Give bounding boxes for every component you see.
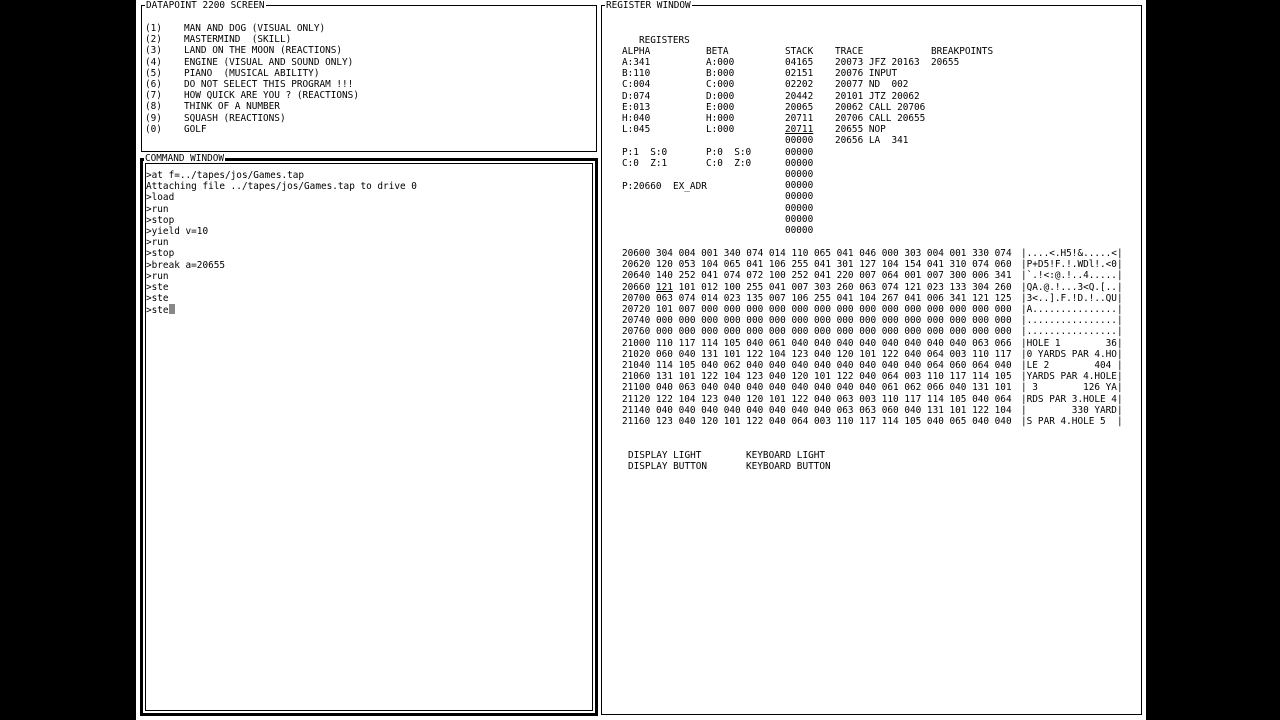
memory-bytes: 120 053 104 065 041 106 255 041 301 127 104 154 041 310 074 060 bbox=[656, 259, 1012, 271]
command-line: >run bbox=[146, 203, 169, 215]
beta-header: BETA bbox=[706, 46, 729, 57]
trace-entry: 20101 JTZ 20062 bbox=[835, 90, 920, 102]
menu-item-name: GOLF bbox=[184, 123, 207, 135]
memory-bytes: 114 105 040 062 040 040 040 040 040 040 040 040 064 060 064 040 bbox=[656, 360, 1012, 371]
memory-ascii: |................| bbox=[1021, 315, 1123, 327]
menu-item-number: (9) bbox=[145, 112, 162, 124]
menu-item-number: (8) bbox=[145, 101, 162, 113]
menu-item-number: (7) bbox=[145, 90, 162, 102]
memory-ascii: |3<..].F.!D.!..QU| bbox=[1021, 292, 1123, 304]
alpha-register: B:110 bbox=[622, 68, 651, 80]
memory-ascii: | 3 126 YA| bbox=[1021, 382, 1123, 394]
memory-ascii: | 330 YARD| bbox=[1021, 404, 1123, 416]
stack-header: STACK bbox=[785, 46, 814, 57]
command-line: >stop bbox=[146, 214, 175, 226]
stack-entry: 00000 bbox=[785, 169, 814, 180]
stack-entry: 20711 bbox=[785, 113, 814, 124]
memory-ascii: |YARDS PAR 4.HOLE| bbox=[1021, 371, 1123, 383]
beta-register: L:000 bbox=[706, 124, 735, 136]
memory-address: 20660 bbox=[622, 281, 651, 293]
alpha-register: L:045 bbox=[622, 124, 651, 136]
menu-item-name: SQUASH (REACTIONS) bbox=[184, 112, 286, 124]
beta-register: A:000 bbox=[706, 57, 735, 68]
trace-entry: 20076 INPUT bbox=[835, 68, 898, 80]
breakpoints-header: BREAKPOINTS bbox=[931, 46, 994, 57]
memory-ascii: |QA.@.!...3<Q.[..| bbox=[1021, 281, 1123, 293]
breakpoint-entry: 20655 bbox=[931, 57, 960, 68]
memory-bytes: 000 000 000 000 000 000 000 000 000 000 000 000 000 000 000 000 bbox=[656, 315, 1012, 327]
menu-item-name: PIANO (MUSICAL ABILITY) bbox=[184, 67, 320, 79]
command-line: >run bbox=[146, 237, 169, 249]
memory-address: 20620 bbox=[622, 259, 651, 271]
memory-ascii: |....<.H5!&.....<| bbox=[1021, 248, 1123, 259]
trace-entry: 20077 ND 002 bbox=[835, 79, 909, 91]
stack-entry: 00000 bbox=[785, 146, 814, 158]
stack-entry: 02202 bbox=[785, 79, 814, 91]
menu-item-number: (1) bbox=[145, 23, 162, 34]
beta-flags: P:0 S:0 bbox=[706, 147, 752, 158]
alpha-register: A:341 bbox=[622, 57, 651, 68]
command-line: >ste bbox=[146, 282, 169, 293]
program-counter: P:20660 bbox=[622, 181, 662, 192]
command-line: >yield v=10 bbox=[146, 226, 209, 237]
memory-bytes: 123 040 120 101 122 040 064 003 110 117 114 105 040 065 040 040 bbox=[656, 416, 1012, 427]
menu-item-name: MASTERMIND (SKILL) bbox=[184, 34, 292, 46]
trace-entry: 20062 CALL 20706 bbox=[835, 101, 926, 113]
stack-entry: 00000 bbox=[785, 202, 814, 214]
memory-ascii: |`.!<:@.!..4.....| bbox=[1021, 270, 1123, 282]
beta-register: E:000 bbox=[706, 101, 735, 113]
memory-address: 21060 bbox=[622, 371, 651, 383]
memory-address: 20700 bbox=[622, 292, 651, 304]
memory-address: 21120 bbox=[622, 393, 651, 405]
trace-entry: 20656 LA 341 bbox=[835, 135, 909, 147]
trace-entry: 20706 CALL 20655 bbox=[835, 113, 926, 124]
memory-address: 20640 bbox=[622, 270, 651, 282]
stack-entry: 00000 bbox=[785, 180, 814, 192]
memory-ascii: |0 YARDS PAR 4.HO| bbox=[1021, 348, 1123, 360]
memory-ascii: |................| bbox=[1021, 326, 1123, 338]
memory-address: 21040 bbox=[622, 360, 651, 371]
alpha-register: E:013 bbox=[622, 101, 651, 113]
memory-bytes: 101 007 000 000 000 000 000 000 000 000 000 000 000 000 000 000 bbox=[656, 304, 1012, 315]
alpha-flags: C:0 Z:1 bbox=[622, 158, 668, 170]
stack-entry: 20442 bbox=[785, 90, 814, 102]
memory-bytes: 131 101 122 104 123 040 120 101 122 040 064 003 110 117 114 105 bbox=[656, 371, 1012, 383]
beta-register: H:000 bbox=[706, 113, 735, 124]
command-line: >break a=20655 bbox=[146, 259, 226, 271]
menu-item-name: MAN AND DOG (VISUAL ONLY) bbox=[184, 23, 326, 34]
alpha-register: C:004 bbox=[622, 79, 651, 91]
command-input-text[interactable]: >ste bbox=[146, 305, 169, 317]
memory-bytes: 121 101 012 100 255 041 007 303 260 063 074 121 023 133 304 260 bbox=[656, 281, 1012, 293]
alpha-header: ALPHA bbox=[622, 46, 651, 57]
command-line: >at f=../tapes/jos/Games.tap bbox=[146, 170, 305, 181]
memory-address: 21140 bbox=[622, 404, 651, 416]
text-cursor bbox=[169, 304, 175, 314]
menu-item-number: (5) bbox=[145, 67, 162, 79]
stack-entry: 00000 bbox=[785, 157, 814, 169]
memory-bytes: 304 004 001 340 074 014 110 065 041 046 000 303 004 001 330 074 bbox=[656, 248, 1012, 259]
memory-bytes: 110 117 114 105 040 061 040 040 040 040 040 040 040 040 063 066 bbox=[656, 337, 1012, 349]
window-title: DATAPOINT 2200 SCREEN bbox=[146, 0, 265, 11]
alpha-register: H:040 bbox=[622, 113, 651, 124]
beta-register: C:000 bbox=[706, 79, 735, 91]
memory-bytes: 000 000 000 000 000 000 000 000 000 000 000 000 000 000 000 000 bbox=[656, 326, 1012, 338]
memory-ascii: |LE 2 404 | bbox=[1021, 360, 1123, 371]
memory-address: 21100 bbox=[622, 382, 651, 394]
menu-item-number: (4) bbox=[145, 56, 162, 68]
emulator-screen bbox=[136, 0, 1146, 720]
beta-flags: C:0 Z:0 bbox=[706, 158, 752, 170]
alpha-register: D:074 bbox=[622, 90, 651, 102]
current-byte: 121 bbox=[656, 281, 673, 293]
register-window bbox=[601, 0, 1142, 715]
menu-item-number: (2) bbox=[145, 34, 162, 46]
memory-address: 20720 bbox=[622, 304, 651, 315]
stack-entry: 20711 bbox=[785, 124, 814, 136]
beta-register: B:000 bbox=[706, 68, 735, 80]
memory-ascii: |P+D5!F.!.WDl!.<0| bbox=[1021, 259, 1123, 271]
memory-address: 20740 bbox=[622, 315, 651, 327]
command-line: Attaching file ../tapes/jos/Games.tap to drive 0 bbox=[146, 181, 417, 193]
memory-address: 20600 bbox=[622, 248, 651, 259]
keyboard-light: KEYBOARD LIGHT bbox=[746, 450, 826, 461]
memory-ascii: |A...............| bbox=[1021, 304, 1123, 315]
display-button[interactable]: DISPLAY BUTTON bbox=[628, 461, 708, 472]
window-title: REGISTER WINDOW bbox=[606, 0, 691, 11]
command-line: >run bbox=[146, 270, 169, 282]
memory-bytes: 040 040 040 040 040 040 040 040 063 063 060 040 131 101 122 104 bbox=[656, 404, 1012, 416]
memory-address: 21020 bbox=[622, 348, 651, 360]
command-line: >ste bbox=[146, 293, 169, 305]
memory-bytes: 040 063 040 040 040 040 040 040 040 040 061 062 066 040 131 101 bbox=[656, 382, 1012, 394]
memory-bytes: 063 074 014 023 135 007 106 255 041 104 267 041 006 341 121 125 bbox=[656, 292, 1012, 304]
stack-entry: 00000 bbox=[785, 191, 814, 203]
stack-entry: 02151 bbox=[785, 68, 814, 80]
keyboard-button[interactable]: KEYBOARD BUTTON bbox=[746, 461, 831, 472]
memory-address: 20760 bbox=[622, 326, 651, 338]
beta-register: D:000 bbox=[706, 90, 735, 102]
command-line: >load bbox=[146, 192, 175, 204]
memory-bytes: 122 104 123 040 120 101 122 040 063 003 110 117 114 105 040 064 bbox=[656, 393, 1012, 405]
command-input[interactable] bbox=[146, 304, 175, 316]
program-counter-label: EX_ADR bbox=[673, 181, 707, 192]
trace-header: TRACE bbox=[835, 46, 864, 57]
command-console[interactable] bbox=[145, 163, 593, 711]
menu-item-name: ENGINE (VISUAL AND SOUND ONLY) bbox=[184, 56, 354, 68]
menu-item-name: LAND ON THE MOON (REACTIONS) bbox=[184, 45, 343, 57]
window-title: COMMAND WINDOW bbox=[145, 153, 225, 164]
trace-entry: 20073 JFZ 20163 bbox=[835, 57, 920, 68]
stack-entry: 00000 bbox=[785, 135, 814, 147]
alpha-flags: P:1 S:0 bbox=[622, 147, 668, 158]
trace-entry: 20655 NOP bbox=[835, 124, 886, 136]
memory-address: 21000 bbox=[622, 337, 651, 349]
menu-item-number: (6) bbox=[145, 79, 162, 90]
display-light: DISPLAY LIGHT bbox=[628, 450, 702, 461]
stack-entry: 20065 bbox=[785, 101, 814, 113]
menu-item-number: (3) bbox=[145, 45, 162, 57]
registers-heading: REGISTERS bbox=[639, 35, 690, 46]
stack-entry: 00000 bbox=[785, 213, 814, 225]
menu-item-name: HOW QUICK ARE YOU ? (REACTIONS) bbox=[184, 90, 359, 102]
stack-entry: 00000 bbox=[785, 225, 814, 236]
datapoint-screen-window bbox=[141, 0, 597, 152]
stack-entry: 04165 bbox=[785, 57, 814, 68]
command-window[interactable] bbox=[140, 153, 598, 716]
menu-item-number: (0) bbox=[145, 123, 162, 135]
memory-bytes: 060 040 131 101 122 104 123 040 120 101 122 040 064 003 110 117 bbox=[656, 348, 1012, 360]
menu-item-name: DO NOT SELECT THIS PROGRAM !!! bbox=[184, 79, 354, 90]
command-line: >stop bbox=[146, 248, 175, 260]
memory-ascii: |S PAR 4.HOLE 5 | bbox=[1021, 416, 1123, 427]
menu-item-name: THINK OF A NUMBER bbox=[184, 101, 280, 113]
memory-ascii: |RDS PAR 3.HOLE 4| bbox=[1021, 393, 1123, 405]
memory-ascii: |HOLE 1 36| bbox=[1021, 337, 1123, 349]
memory-address: 21160 bbox=[622, 416, 651, 427]
memory-bytes: 140 252 041 074 072 100 252 041 220 007 064 001 007 300 006 341 bbox=[656, 270, 1012, 282]
